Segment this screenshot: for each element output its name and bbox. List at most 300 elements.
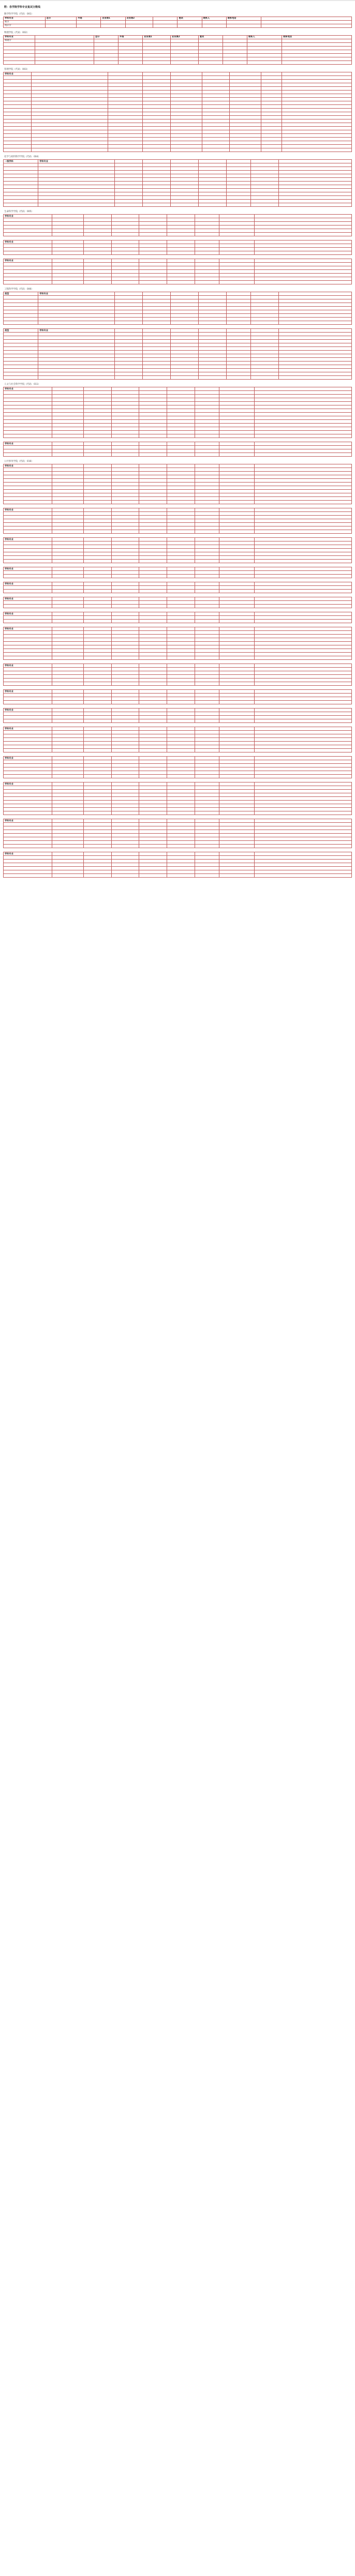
table-cell (4, 53, 35, 57)
table-cell (143, 299, 171, 303)
table-row (4, 90, 352, 94)
top-rule (0, 0, 355, 1)
table-cell (195, 823, 219, 826)
table-row (4, 446, 352, 449)
table-cell (226, 178, 250, 182)
table-cell (167, 823, 195, 826)
table-cell (52, 786, 84, 790)
header-cell (111, 819, 139, 823)
table-cell (111, 731, 139, 734)
score-table (3, 508, 352, 534)
table-cell (250, 307, 278, 310)
table-row (4, 601, 352, 605)
table-cell (282, 90, 352, 94)
table-cell (52, 391, 84, 395)
table-cell (83, 405, 111, 409)
table-cell (171, 144, 202, 148)
table-cell (4, 760, 52, 764)
table-cell (4, 126, 32, 130)
table-cell (4, 42, 35, 46)
table-cell (77, 24, 101, 27)
table-cell (219, 712, 254, 716)
table-cell (4, 416, 52, 420)
table-cell (198, 200, 226, 203)
table-cell (4, 274, 52, 277)
table-cell (167, 830, 195, 834)
header-cell (111, 612, 139, 616)
table-cell (143, 365, 171, 369)
table-cell (143, 340, 171, 343)
table-cell (83, 786, 111, 790)
header-cell: 类型 (4, 292, 38, 296)
table-cell (4, 530, 52, 534)
table-cell (52, 701, 84, 704)
table-cell (230, 123, 261, 126)
table-cell (52, 420, 84, 424)
header-cell (167, 819, 195, 823)
table-row (4, 638, 352, 642)
table-cell (139, 497, 167, 501)
table-cell (219, 671, 254, 675)
header-cell (139, 567, 167, 571)
sections-container (3, 13, 352, 878)
table-cell (167, 605, 195, 608)
header-cell (226, 160, 250, 163)
table-cell (83, 653, 111, 656)
table-cell (195, 552, 219, 556)
table-cell (4, 133, 32, 137)
table-cell (115, 196, 143, 200)
table-cell (111, 845, 139, 848)
table-cell (143, 372, 171, 376)
table-cell (111, 656, 139, 660)
table-cell (195, 405, 219, 409)
table-cell (219, 804, 254, 808)
table-cell (230, 97, 261, 101)
table-cell (4, 620, 52, 623)
college-section (3, 460, 352, 504)
table-cell (111, 431, 139, 434)
table-cell (83, 501, 111, 504)
table-cell (143, 97, 171, 101)
table-cell (167, 266, 195, 270)
header-cell (83, 240, 111, 244)
table-cell (83, 856, 111, 860)
table-cell (278, 167, 351, 171)
header-cell (167, 538, 195, 541)
header-cell (111, 690, 139, 694)
table-cell (115, 296, 143, 299)
table-cell (111, 797, 139, 801)
score-table (3, 35, 352, 65)
table-cell (31, 90, 108, 94)
table-row (4, 112, 352, 115)
header-cell: 学科专业 (4, 757, 52, 760)
table-cell (38, 340, 115, 343)
table-cell (83, 675, 111, 679)
table-cell (83, 793, 111, 797)
header-cell (219, 215, 254, 218)
header-cell: 学科专业 (4, 819, 52, 823)
table-row (4, 530, 352, 534)
table-cell (230, 101, 261, 104)
table-cell (143, 42, 171, 46)
table-cell (198, 182, 226, 185)
table-cell (178, 20, 202, 24)
table-header-row (4, 160, 352, 163)
table-cell (198, 372, 226, 376)
table-cell (52, 416, 84, 420)
table-row (4, 590, 352, 593)
table-cell (282, 53, 352, 57)
table-cell (111, 671, 139, 675)
table-cell (278, 336, 351, 340)
table-row (4, 512, 352, 516)
table-row (4, 616, 352, 620)
header-cell (52, 612, 84, 616)
table-cell (83, 586, 111, 590)
table-cell (38, 351, 115, 354)
table-row (4, 391, 352, 395)
table-row (4, 475, 352, 479)
table-cell (195, 519, 219, 523)
table-cell (171, 141, 202, 144)
table-cell (219, 556, 254, 560)
header-cell: 联系人 (202, 17, 226, 20)
table-row (4, 497, 352, 501)
table-cell (226, 192, 250, 196)
score-table (3, 782, 352, 815)
table-cell (219, 701, 254, 704)
table-cell (139, 656, 167, 660)
table-cell (195, 493, 219, 497)
table-cell (254, 856, 352, 860)
table-row (4, 233, 352, 236)
table-cell (4, 734, 52, 738)
table-cell (171, 163, 199, 167)
table-cell (250, 167, 278, 171)
table-cell (119, 61, 143, 64)
table-cell (167, 671, 195, 675)
section-title: 公共事务学院（代码：016） (4, 460, 34, 463)
table-cell (167, 427, 195, 431)
table-cell (219, 742, 254, 745)
table-cell (38, 174, 115, 178)
header-cell (167, 215, 195, 218)
header-cell: 学科专业 (4, 612, 52, 616)
table-row (4, 830, 352, 834)
table-cell (219, 420, 254, 424)
table-cell (143, 303, 171, 307)
header-cell (219, 852, 254, 856)
table-cell (143, 86, 171, 90)
table-cell (167, 590, 195, 593)
table-cell (143, 141, 171, 144)
college-section (3, 328, 352, 380)
table-cell (282, 126, 352, 130)
header-cell (250, 292, 278, 296)
table-cell (111, 834, 139, 837)
table-cell (219, 449, 254, 453)
table-cell (52, 512, 84, 516)
header-cell (195, 582, 219, 586)
table-cell (230, 76, 261, 79)
table-cell (167, 233, 195, 236)
table-cell (198, 42, 223, 46)
table-cell (254, 790, 352, 793)
table-header-row (4, 582, 352, 586)
header-cell (83, 567, 111, 571)
table-cell (83, 870, 111, 874)
header-cell (139, 852, 167, 856)
section-title: 工程科学学院（代码：006） (4, 288, 34, 291)
table-cell (278, 163, 351, 167)
table-cell (111, 742, 139, 745)
table-cell (282, 76, 352, 79)
table-cell (83, 826, 111, 830)
table-header-row (4, 215, 352, 218)
table-cell (111, 468, 139, 472)
header-cell: 学科专业 (4, 690, 52, 694)
table-cell (171, 76, 202, 79)
header-cell (167, 757, 195, 760)
table-row (4, 133, 352, 137)
table-cell (52, 497, 84, 501)
header-cell (167, 690, 195, 694)
table-cell (167, 523, 195, 526)
table-cell (115, 171, 143, 174)
table-cell (115, 321, 143, 325)
table-cell (226, 376, 250, 380)
table-cell (52, 475, 84, 479)
table-cell (198, 314, 226, 318)
college-section (3, 210, 352, 236)
table-cell (219, 541, 254, 545)
table-cell (219, 248, 254, 251)
table-cell (167, 716, 195, 719)
table-cell (219, 486, 254, 490)
table-cell (83, 493, 111, 497)
table-cell (4, 545, 52, 549)
table-cell (52, 468, 84, 472)
table-cell (198, 196, 226, 200)
table-cell (83, 431, 111, 434)
table-cell (52, 586, 84, 590)
table-row (4, 808, 352, 811)
table-cell (111, 801, 139, 804)
table-cell (167, 745, 195, 749)
header-cell (139, 582, 167, 586)
table-cell (4, 793, 52, 797)
table-cell (250, 361, 278, 365)
table-cell (111, 863, 139, 867)
table-cell (167, 860, 195, 863)
table-header-row (4, 757, 352, 760)
table-cell (4, 361, 38, 365)
table-cell (254, 804, 352, 808)
table-cell (4, 834, 52, 837)
table-cell (52, 823, 84, 826)
table-cell (195, 541, 219, 545)
table-cell (4, 141, 32, 144)
table-cell (278, 372, 351, 376)
table-row (4, 244, 352, 248)
table-cell (195, 830, 219, 834)
table-cell (111, 549, 139, 552)
table-cell (219, 679, 254, 682)
table-cell (111, 266, 139, 270)
table-cell (195, 486, 219, 490)
college-section (3, 383, 352, 438)
header-cell (250, 160, 278, 163)
header-cell: 学科专业 (4, 215, 52, 218)
header-cell: 学科专业 (4, 567, 52, 571)
table-cell (4, 233, 52, 236)
table-cell (219, 549, 254, 552)
table-row (4, 178, 352, 182)
header-cell (83, 259, 111, 263)
table-cell (119, 46, 143, 50)
table-cell (52, 671, 84, 675)
table-cell (254, 274, 352, 277)
table-cell (171, 115, 202, 119)
table-cell (219, 793, 254, 797)
header-cell (139, 387, 167, 391)
table-cell (4, 431, 52, 434)
table-cell (139, 427, 167, 431)
table-cell (4, 738, 52, 742)
table-cell (198, 296, 226, 299)
table-cell (195, 867, 219, 870)
table-cell (108, 76, 142, 79)
table-cell (219, 860, 254, 863)
table-cell (4, 501, 52, 504)
table-cell (139, 416, 167, 420)
table-cell (254, 244, 352, 248)
header-cell: 学科专业 (4, 582, 52, 586)
table-cell (230, 144, 261, 148)
table-cell (111, 575, 139, 578)
table-cell (111, 486, 139, 490)
table-cell (250, 178, 278, 182)
table-cell (83, 575, 111, 578)
table-cell (250, 174, 278, 178)
table-cell (250, 303, 278, 307)
table-cell (219, 616, 254, 620)
table-cell (83, 523, 111, 526)
table-cell (111, 446, 139, 449)
header-cell (219, 259, 254, 263)
header-cell (167, 387, 195, 391)
table-cell (278, 185, 351, 189)
table-cell (219, 653, 254, 656)
table-row (4, 434, 352, 438)
college-section (3, 13, 352, 28)
table-cell (31, 119, 108, 123)
table-cell (171, 112, 202, 115)
table-cell (198, 46, 223, 50)
table-cell (230, 148, 261, 152)
table-cell (4, 347, 38, 351)
table-cell (111, 749, 139, 752)
table-cell (195, 512, 219, 516)
table-cell (139, 424, 167, 427)
table-cell (83, 682, 111, 686)
header-cell (202, 72, 230, 76)
table-cell (4, 343, 38, 347)
table-header-row (4, 597, 352, 601)
section-title: 生命科学学院（代码：005） (4, 210, 34, 213)
table-cell (250, 336, 278, 340)
table-row (4, 274, 352, 277)
header-cell (219, 567, 254, 571)
table-header-row (4, 627, 352, 631)
table-cell (108, 144, 142, 148)
table-row (4, 76, 352, 79)
table-cell (139, 270, 167, 274)
table-cell (139, 837, 167, 841)
table-cell (83, 719, 111, 723)
table-cell (111, 826, 139, 830)
table-cell (4, 790, 52, 793)
table-cell (139, 545, 167, 549)
table-cell (83, 771, 111, 775)
table-cell (4, 299, 38, 303)
table-cell (195, 270, 219, 274)
table-cell (111, 701, 139, 704)
table-cell (52, 413, 84, 416)
table-cell (195, 856, 219, 860)
table-cell (52, 266, 84, 270)
table-cell (226, 307, 250, 310)
college-section (3, 156, 352, 207)
table-row (4, 372, 352, 376)
table-cell (101, 24, 125, 27)
table-cell (254, 251, 352, 255)
header-cell: 学科专业 (4, 442, 52, 446)
table-cell (167, 837, 195, 841)
table-cell (52, 797, 84, 801)
table-cell (254, 391, 352, 395)
table-cell (4, 541, 52, 545)
table-cell (219, 395, 254, 398)
table-cell (83, 712, 111, 716)
table-cell (83, 391, 111, 395)
table-cell (219, 493, 254, 497)
table-cell (52, 826, 84, 830)
table-cell (31, 144, 108, 148)
college-section (3, 582, 352, 593)
table-cell (52, 541, 84, 545)
table-cell (111, 808, 139, 811)
table-cell (261, 130, 282, 133)
table-cell (4, 653, 52, 656)
table-cell (202, 144, 230, 148)
table-cell (254, 530, 352, 534)
table-row (4, 108, 352, 112)
table-cell (52, 841, 84, 845)
table-row (4, 649, 352, 653)
table-cell (219, 225, 254, 229)
table-cell (195, 804, 219, 808)
header-cell (198, 160, 226, 163)
table-cell (139, 530, 167, 534)
table-row (4, 605, 352, 608)
table-cell (4, 391, 52, 395)
table-cell (31, 79, 108, 83)
table-cell (282, 61, 352, 64)
table-cell (167, 631, 195, 635)
